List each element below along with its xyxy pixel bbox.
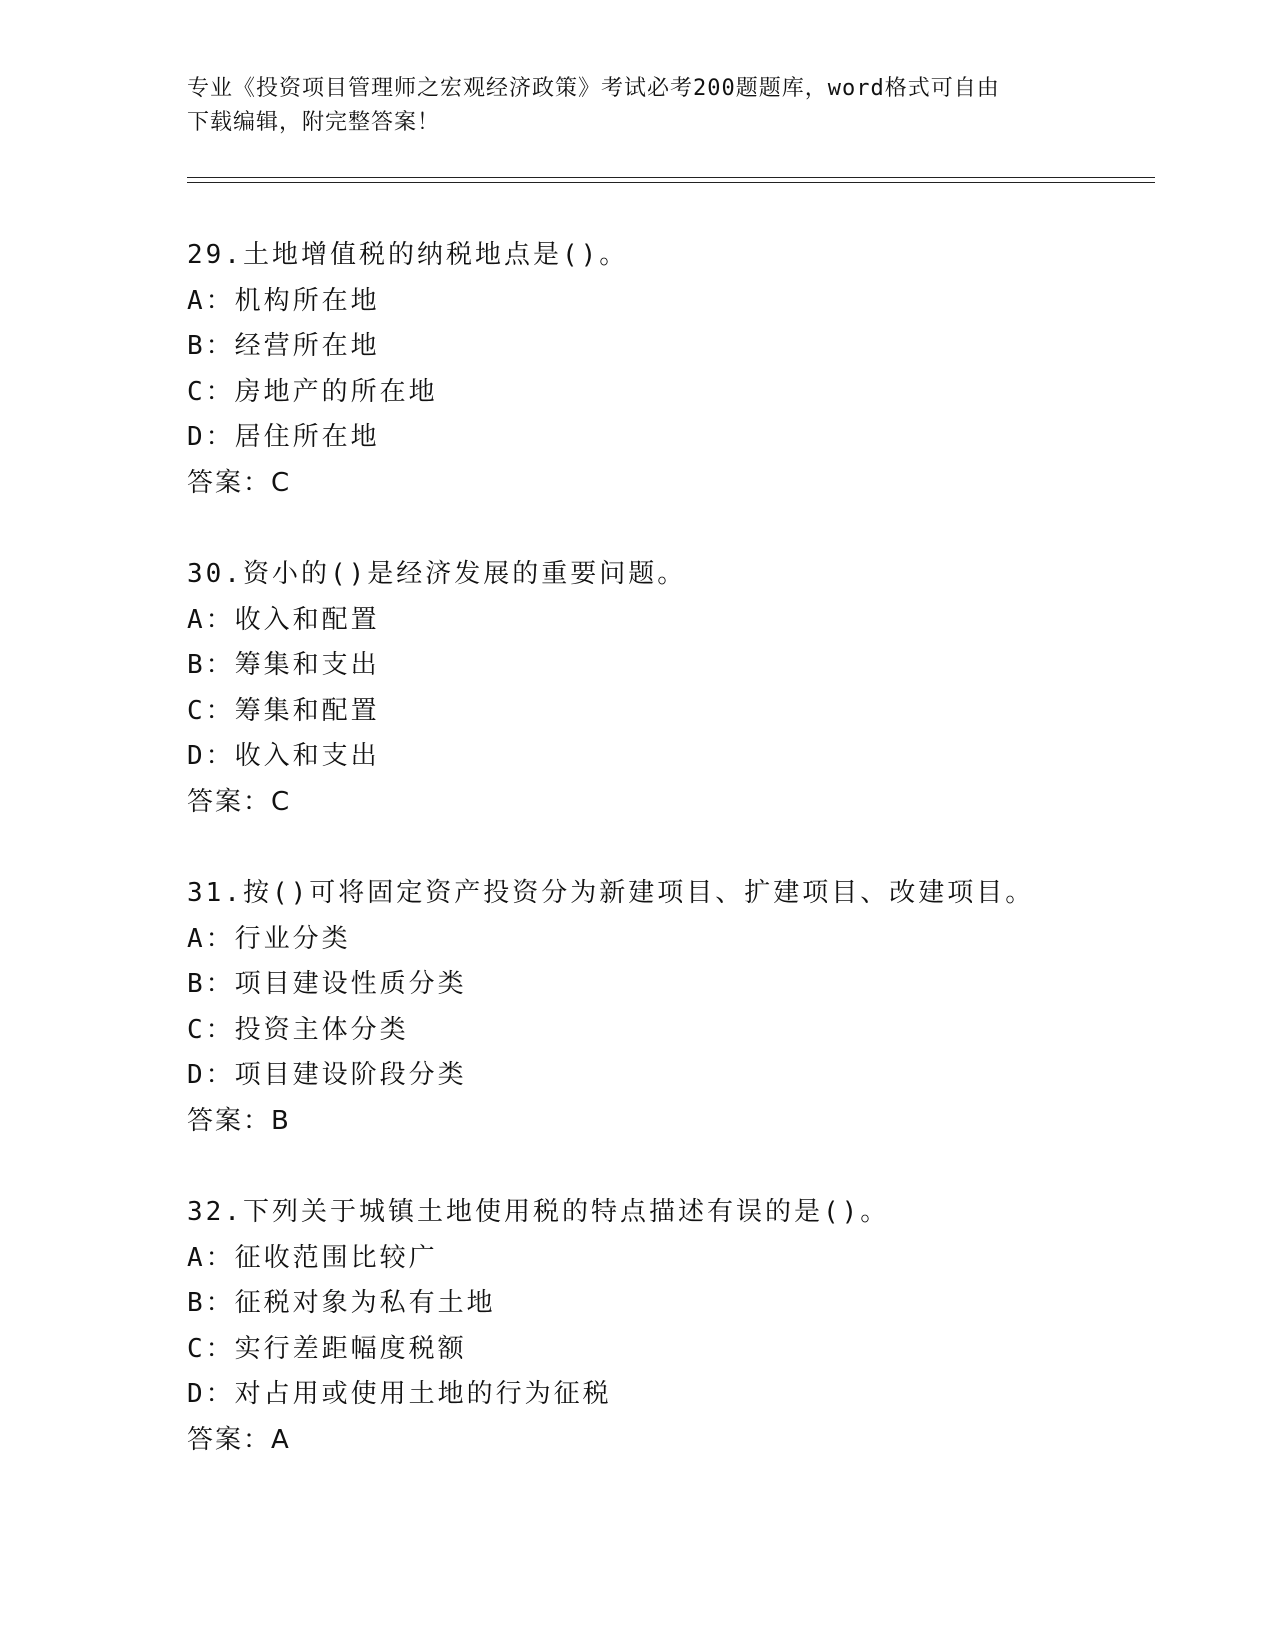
option-b: B：经营所在地: [187, 331, 380, 361]
option-c: C：实行差距幅度税额: [187, 1333, 467, 1364]
question-30: [187, 552, 1147, 825]
option-a: A：行业分类: [187, 923, 351, 954]
header-divider-top: [187, 177, 1155, 178]
header-line-1: 专业《投资项目管理师之宏观经济政策》考试必考200题题库，word格式可自由: [187, 76, 1000, 101]
answer: 答案：B: [187, 1105, 291, 1136]
answer: 答案：C: [187, 467, 292, 498]
header-divider-bottom: [187, 182, 1155, 183]
question-32: [187, 1190, 1147, 1463]
option-d: D：对占用或使用土地的行为征税: [187, 1379, 612, 1409]
question-stem: 29.土地增值税的纳税地点是()。: [187, 240, 629, 270]
option-b: B：征税对象为私有土地: [187, 1288, 496, 1318]
option-d: D：居住所在地: [187, 422, 380, 452]
option-a: A：机构所在地: [187, 285, 380, 316]
option-a: A：收入和配置: [187, 604, 380, 635]
answer: 答案：C: [187, 786, 292, 817]
question-stem: 31.按()可将固定资产投资分为新建项目、扩建项目、改建项目。: [187, 878, 1035, 908]
option-d: D：项目建设阶段分类: [187, 1060, 467, 1090]
answer: 答案：A: [187, 1424, 291, 1455]
option-b: B：项目建设性质分类: [187, 969, 467, 999]
option-d: D：收入和支出: [187, 741, 380, 771]
option-a: A：征收范围比较广: [187, 1242, 438, 1273]
option-c: C：房地产的所在地: [187, 376, 438, 407]
header-line-2: 下载编辑，附完整答案！: [187, 110, 441, 135]
question-stem: 30.资小的()是经济发展的重要问题。: [187, 559, 687, 589]
option-c: C：筹集和配置: [187, 695, 380, 726]
question-31: [187, 871, 1147, 1144]
document-header: [187, 72, 1087, 140]
question-stem: 32.下列关于城镇土地使用税的特点描述有误的是()。: [187, 1197, 890, 1227]
question-29: [187, 233, 1147, 506]
option-c: C：投资主体分类: [187, 1014, 409, 1045]
option-b: B：筹集和支出: [187, 650, 380, 680]
